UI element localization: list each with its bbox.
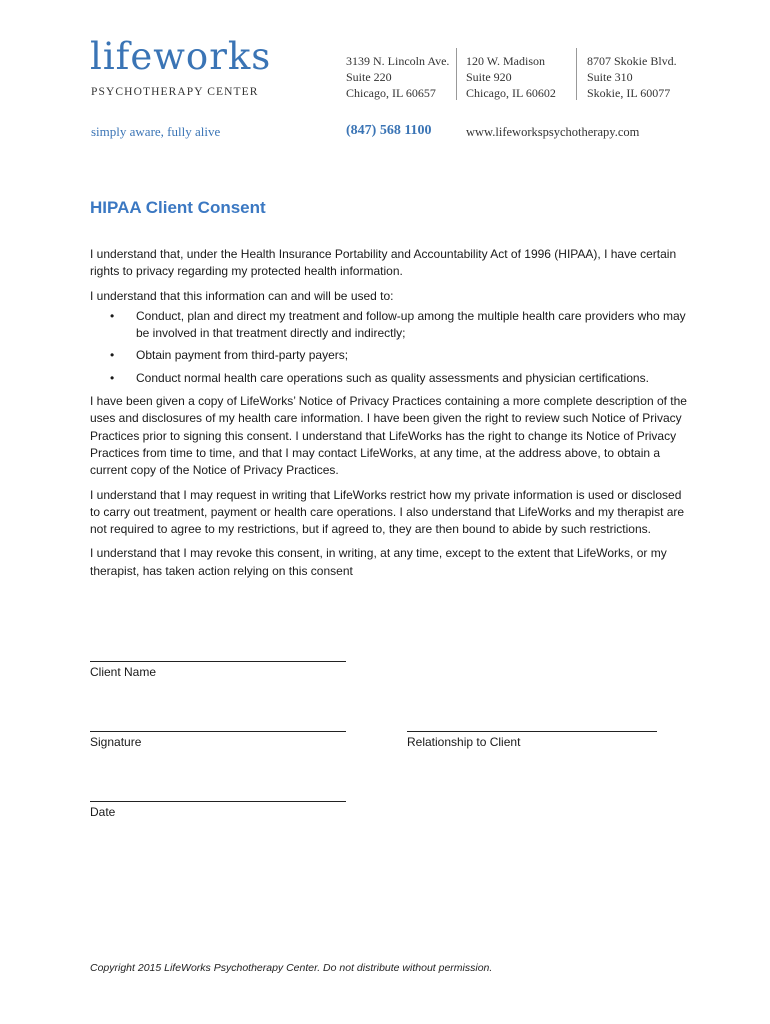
list-item: • Conduct normal health care operations such as quality assessments and physician certifications.: [136, 370, 690, 387]
signature-line[interactable]: [90, 731, 346, 732]
phone-number: (847) 568 1100: [346, 123, 432, 138]
address-line: Chicago, IL 60602: [466, 86, 556, 100]
date-label: Date: [90, 805, 116, 819]
relationship-label: Relationship to Client: [407, 735, 521, 749]
address-line: Suite 310: [587, 70, 633, 84]
website: www.lifeworkspsychotherapy.com: [466, 125, 640, 139]
address-madison: [466, 53, 556, 101]
consent-body: [90, 246, 690, 587]
list-item: • Conduct, plan and direct my treatment and follow-up among the multiple health care providers who may be involved in that treatment directly and indirectly;: [136, 308, 690, 343]
client-name-line[interactable]: [90, 661, 346, 662]
address-line: 8707 Skokie Blvd.: [587, 54, 677, 68]
relationship-line[interactable]: [407, 731, 657, 732]
divider: [456, 48, 457, 100]
address-lincoln: [346, 53, 449, 101]
address-line: Suite 920: [466, 70, 512, 84]
paragraph: I have been given a copy of LifeWorks’ Notice of Privacy Practices containing a more complete description of the uses and disclosures of my health care information. I have been given the right to review such Notice of Privacy Practices prior to signing this consent. I understand that LifeWorks has the right to change its Notice of Privacy Practices from time to time, and that I may contact LifeWorks, at any time, at the address above, to obtain a current copy of the Notice of Privacy Practices.: [90, 394, 687, 478]
address-line: Suite 220: [346, 70, 392, 84]
logo-subtitle: PSYCHOTHERAPY CENTER: [91, 86, 259, 98]
paragraph: I understand that I may request in writing that LifeWorks restrict how my private information is used or disclosed to carry out treatment, payment or health care operations. I also understand that LifeWorks and my therapist are not required to agree to my restrictions, but if agreed to, they are then bound to abide by such restrictions.: [90, 487, 685, 537]
signature-label: Signature: [90, 735, 142, 749]
address-line: 3139 N. Lincoln Ave.: [346, 54, 450, 68]
client-name-label: Client Name: [90, 665, 157, 679]
copyright-footer: Copyright 2015 LifeWorks Psychotherapy Center. Do not distribute without permission.: [90, 962, 493, 974]
logo: lifeworks: [90, 35, 272, 78]
paragraph: I understand that I may revoke this consent, in writing, at any time, except to the extent that LifeWorks, or my therapist, has taken action relying on this consent: [90, 546, 667, 578]
usage-list: [90, 308, 690, 387]
address-line: Chicago, IL 60657: [346, 86, 436, 100]
paragraph: I understand that, under the Health Insurance Portability and Accountability Act of 1996 (HIPAA), I have certain rights to privacy regarding my protected health information.: [90, 247, 677, 279]
address-line: 120 W. Madison: [466, 54, 546, 68]
address-skokie: [587, 53, 677, 101]
list-item: • Obtain payment from third-party payers;: [136, 347, 690, 364]
divider: [576, 48, 577, 100]
tagline: simply aware, fully alive: [91, 124, 221, 139]
address-line: Skokie, IL 60077: [587, 86, 671, 100]
date-line[interactable]: [90, 801, 346, 802]
paragraph: I understand that this information can and will be used to:: [90, 288, 394, 303]
page-title: HIPAA Client Consent: [90, 198, 266, 217]
